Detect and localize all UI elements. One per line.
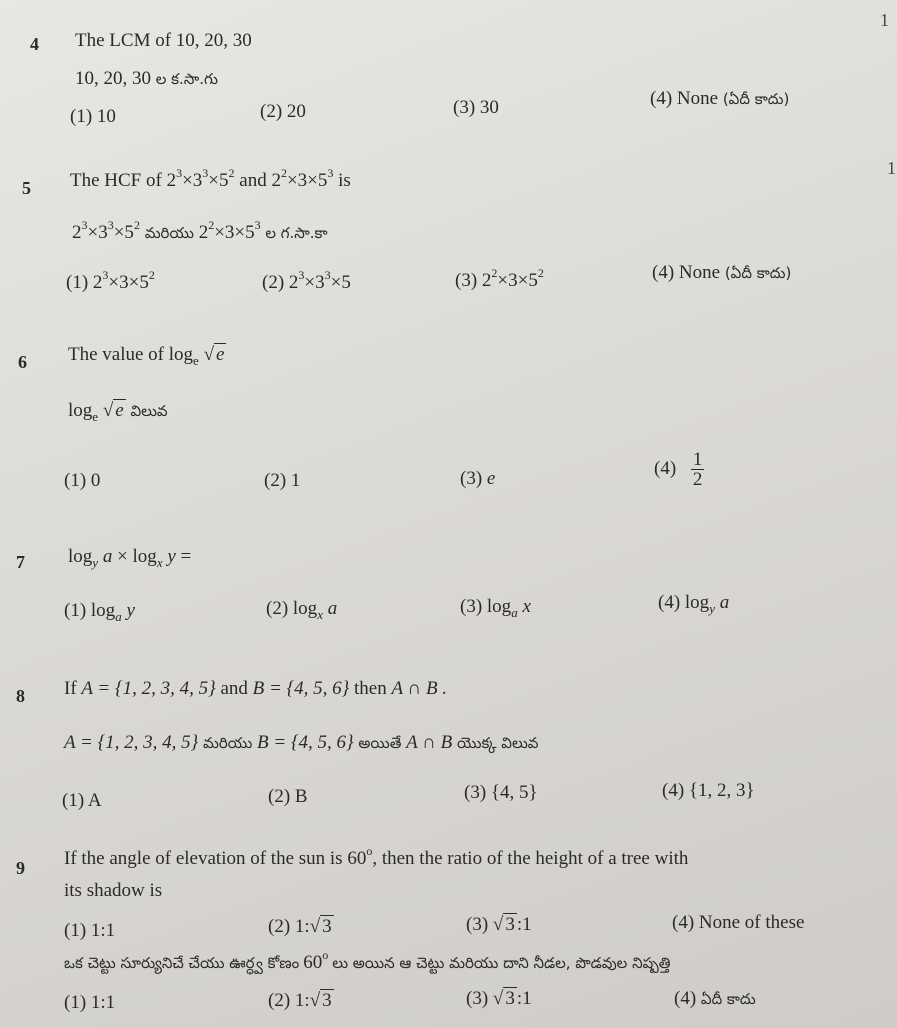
option-3[interactable]: (3) 30 [453,97,499,118]
te-option-3[interactable]: (3) √ 3 :1 [466,988,532,1009]
option-1[interactable]: (1) A [62,790,102,811]
page-mark-mid: 1 [887,158,896,178]
option-4[interactable]: (4) $\frac{1}{2}$ [654,449,703,490]
option-2[interactable]: (2) 20 [260,101,306,122]
option-1[interactable]: (1) 10 [70,106,116,127]
question-text-en: The value of $\log_e$ √ e [68,344,225,368]
option-3[interactable]: (3) {4, 5} [464,782,538,803]
option-2[interactable]: (2) $2^3\times 3^3\times 5$ [262,268,351,293]
question-text-te: $2^3\times 3^3\times 5^2$ మరియు $2^2\times 3\times 5^3$ ల గ.సా.కా [72,218,328,243]
option-1[interactable]: (1) $\log_a y$ [64,600,135,624]
question-number: 9 [16,858,25,878]
option-3[interactable]: (3) √ 3 :1 [466,914,532,935]
question-number: 4 [30,34,39,54]
question-number: 8 [16,686,25,706]
option-4[interactable]: (4) $\log_y a$ [658,592,730,616]
question-text-en-line1: If the angle of elevation of the sun is 60$^o$, then the ratio of the height of a tree with [64,844,689,869]
option-2[interactable]: (2) 1:√ 3 [268,916,332,937]
te-option-4[interactable]: (4) ఏదీ కాదు [674,988,756,1009]
question-text-en: If A = {1, 2, 3, 4, 5} and B = {4, 5, 6} then A ∩ B . [64,678,448,699]
option-4[interactable]: (4) None (ఏదీ కాదు) [650,88,790,109]
question-text-te: A = {1, 2, 3, 4, 5} మరియు B = {4, 5, 6} అయితే A ∩ B యొక్క విలువ [64,732,539,753]
te-option-1[interactable]: (1) 1:1 [64,992,116,1013]
option-2[interactable]: (2) $\log_x a$ [266,598,338,622]
option-4[interactable]: (4) None of these [672,912,805,933]
question-text: $\log_y a \times \log_x y$ = [68,546,192,570]
option-4[interactable]: (4) None (ఏదీ కాదు) [652,262,792,283]
question-text-te: $\log_e$ √ e విలువ [68,400,168,424]
question-text-en: The LCM of 10, 20, 30 [75,30,252,51]
option-3[interactable]: (3) e [460,468,496,489]
option-2[interactable]: (2) 1 [264,470,301,491]
question-text-te: ఒక చెట్టు సూర్యునిచే చేయు ఊర్ధ్వ కోణం 60$^o$ లు అయిన ఆ చెట్టు మరియు దాని నీడల, పొడవుల నిష్పత్తి [64,948,671,973]
question-number: 5 [22,178,31,198]
page-mark-top: 1 [880,10,889,30]
option-4[interactable]: (4) {1, 2, 3} [662,780,755,801]
option-3[interactable]: (3) $2^2\times 3\times 5^2$ [455,266,544,291]
option-1[interactable]: (1) 1:1 [64,920,116,941]
te-option-2[interactable]: (2) 1:√ 3 [268,990,332,1011]
question-text-en-line2: its shadow is [64,880,163,901]
question-text-en: The HCF of $2^3\times 3^3\times 5^2$ and $2^2\times 3\times 5^3$ is [70,166,351,191]
option-1[interactable]: (1) 0 [64,470,101,491]
option-2[interactable]: (2) B [268,786,308,807]
question-number: 6 [18,352,27,372]
question-text-te: 10, 20, 30 ల క.సా.గు [75,68,218,89]
option-3[interactable]: (3) $\log_a x$ [460,596,531,620]
option-1[interactable]: (1) $2^3\times 3\times 5^2$ [66,268,155,293]
question-number: 7 [16,552,25,572]
